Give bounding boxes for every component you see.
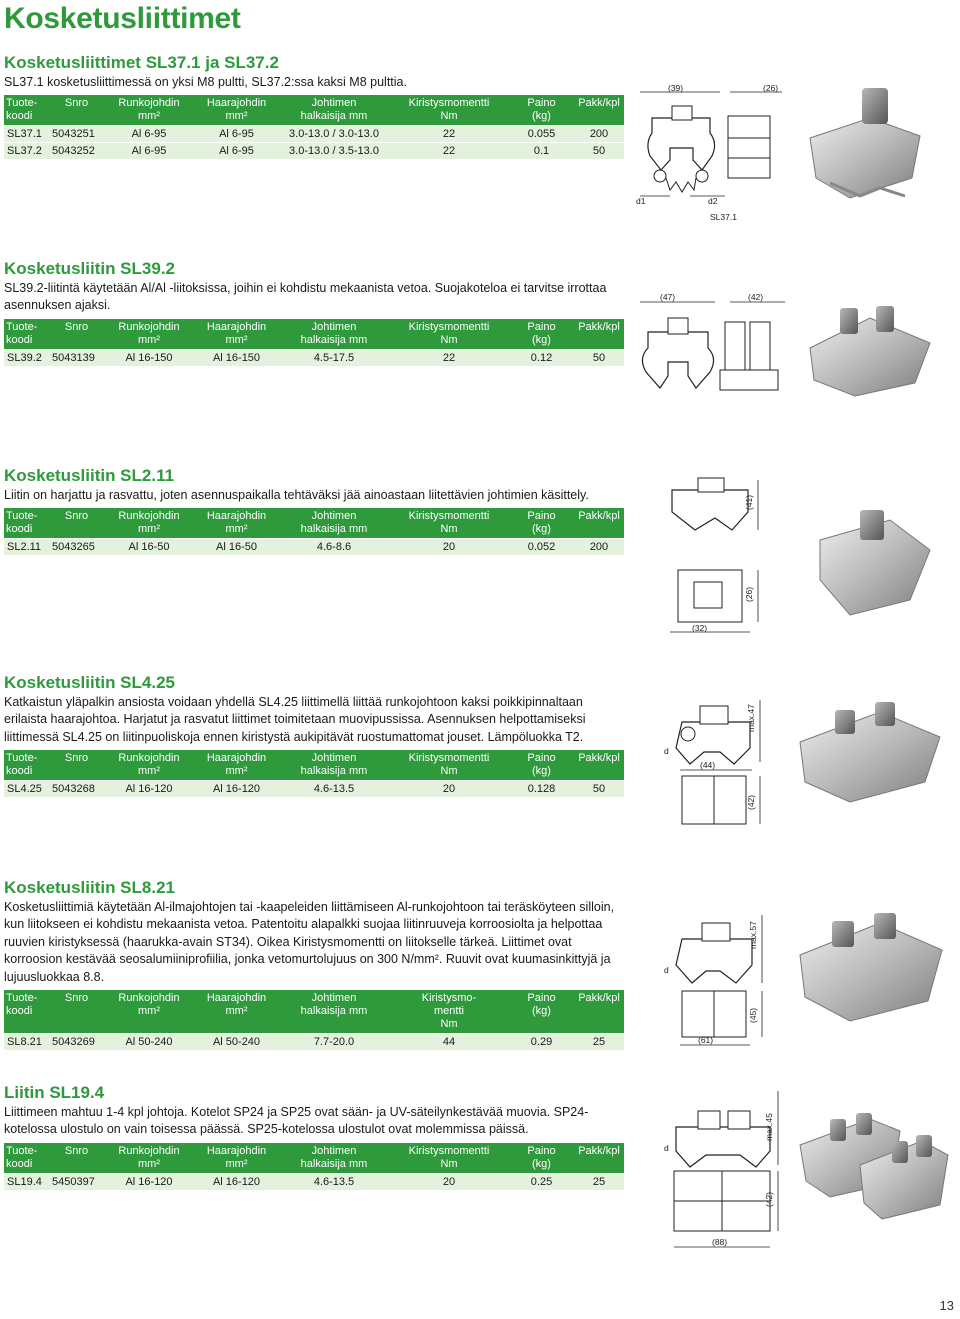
table-header: Kiristysmomentti Nm (389, 319, 509, 350)
table-header: Pakk/kpl (574, 508, 624, 539)
table-cell: 5450397 (49, 1173, 104, 1190)
section-title: Kosketusliitin SL4.25 (4, 673, 175, 692)
table-header: Snro (49, 319, 104, 350)
dim-max45: max.45 (764, 1113, 774, 1141)
table-header: Pakk/kpl (574, 1143, 624, 1174)
table-header: Johtimen halkaisija mm (279, 95, 389, 126)
table-row (4, 126, 624, 143)
table-cell: 200 (574, 126, 624, 143)
dim-d2: d2 (708, 196, 718, 206)
table-cell: 4.6-13.5 (279, 1173, 389, 1190)
table-cell: 200 (574, 539, 624, 556)
table-header: Haarajohdin mm² (194, 319, 279, 350)
table-header: Kiristysmo- mentti Nm (389, 990, 509, 1034)
table-cell: 22 (389, 349, 509, 366)
table-header: Kiristysmomentti Nm (389, 95, 509, 126)
table-cell: 25 (574, 1173, 624, 1190)
table-cell: 0.052 (509, 539, 574, 556)
dim-45: (45) (748, 1007, 758, 1023)
table-header: Paino (kg) (509, 1143, 574, 1174)
section-title: Kosketusliittimet SL37.1 ja SL37.2 (4, 53, 279, 72)
section-title: Kosketusliitin SL39.2 (4, 259, 175, 278)
figure-sl194 (660, 1085, 950, 1255)
dim-d-sl821: d (664, 965, 669, 975)
figure-sl37 (630, 78, 955, 228)
table-cell: 4.6-8.6 (279, 539, 389, 556)
section-description: Liittimeen mahtuu 1-4 kpl johtoja. Kotelot SP24 ja SP25 ovat sään- ja UV-säteilynkestävää muovia. SP24-kotelossa ulostulo on vain toisessa päässä. SP25-kotelossa ulostulot ovat molemmissa päissä. (4, 1105, 589, 1137)
dim-42: (42) (748, 292, 764, 302)
table-cell: 5043251 (49, 126, 104, 143)
figure-sl425 (660, 692, 950, 832)
dim-61: (61) (698, 1035, 714, 1045)
table-cell: SL4.25 (4, 781, 49, 798)
table-header: Johtimen halkaisija mm (279, 750, 389, 781)
section-1 (4, 258, 624, 366)
table-cell: Al 16-120 (104, 781, 194, 798)
table-cell: 5043139 (49, 349, 104, 366)
figure-sl821 (660, 905, 950, 1050)
table-cell: Al 50-240 (104, 1034, 194, 1051)
table-header: Pakk/kpl (574, 750, 624, 781)
table-header: Pakk/kpl (574, 319, 624, 350)
table-cell: SL2.11 (4, 539, 49, 556)
table-cell: 5043268 (49, 781, 104, 798)
dim-42b: (42) (746, 794, 756, 810)
section-2 (4, 465, 624, 555)
spec-table (4, 319, 624, 366)
table-header: Tuote- koodi (4, 1143, 49, 1174)
table-cell: SL37.1 (4, 126, 49, 143)
dim-41: (41) (744, 494, 754, 510)
dim-26b: (26) (744, 586, 754, 602)
table-cell: 44 (389, 1034, 509, 1051)
table-cell: Al 16-50 (104, 539, 194, 556)
table-header: Snro (49, 508, 104, 539)
dim-max57: max.57 (748, 921, 758, 949)
table-header: Kiristysmomentti Nm (389, 750, 509, 781)
dim-39: (39) (668, 83, 684, 93)
table-header: Snro (49, 990, 104, 1034)
table-cell: 0.055 (509, 126, 574, 143)
table-cell: 3.0-13.0 / 3.5-13.0 (279, 143, 389, 160)
table-header: Johtimen halkaisija mm (279, 508, 389, 539)
table-row (4, 781, 624, 798)
table-header: Snro (49, 750, 104, 781)
table-cell: 5043269 (49, 1034, 104, 1051)
table-row (4, 349, 624, 366)
section-description: SL37.1 kosketusliittimessä on yksi M8 pultti, SL37.2:ssa kaksi M8 pulttia. (4, 75, 407, 89)
dim-max47: max.47 (746, 704, 756, 732)
table-cell: 20 (389, 781, 509, 798)
dim-42c: (42) (764, 1191, 774, 1207)
table-cell: 0.12 (509, 349, 574, 366)
section-5 (4, 1082, 624, 1190)
table-header: Kiristysmomentti Nm (389, 508, 509, 539)
section-0 (4, 52, 624, 159)
table-cell: Al 6-95 (104, 143, 194, 160)
section-description: Kosketusliittimiä käytetään Al-ilmajohtojen tai -kaapeleiden liittämiseen Al-runkojohtoon tai teräsköyteen silloin, kun liitokseen ei kohdistu mekaanista vetoa. Patentoitu alapalkki suojaa liitinruuveja korroosiolta ja helpottaa ruuvien kiristyksessä (haarukka-avain ST34). Oikea Kiristysmomentti on liitokselle tärkeä. Liittimet ovat korroosion kestävää seosalumiiniprofiilia, jonka vetomurtolujuus on 300 N/mm². Ruuvit ovat kuumasinkittyjä ja lujuusluokkaa 8.8. (4, 900, 615, 984)
table-header: Kiristysmomentti Nm (389, 1143, 509, 1174)
table-cell: 22 (389, 143, 509, 160)
table-cell: Al 6-95 (194, 126, 279, 143)
table-header: Runkojohdin mm² (104, 990, 194, 1034)
table-header: Runkojohdin mm² (104, 1143, 194, 1174)
table-cell: 5043252 (49, 143, 104, 160)
table-cell: 20 (389, 1173, 509, 1190)
dim-26: (26) (763, 83, 779, 93)
table-cell: Al 6-95 (104, 126, 194, 143)
figure-sl39 (630, 288, 955, 413)
table-cell: 7.7-20.0 (279, 1034, 389, 1051)
section-4 (4, 877, 624, 1050)
table-cell: 0.128 (509, 781, 574, 798)
table-header: Paino (kg) (509, 95, 574, 126)
spec-table (4, 750, 624, 797)
table-cell: Al 6-95 (194, 143, 279, 160)
table-header: Runkojohdin mm² (104, 95, 194, 126)
table-row (4, 539, 624, 556)
section-title: Kosketusliitin SL8.21 (4, 878, 175, 897)
section-title: Liitin SL19.4 (4, 1083, 105, 1102)
dim-d1: d1 (636, 196, 646, 206)
table-header: Tuote- koodi (4, 319, 49, 350)
spec-table (4, 95, 624, 159)
table-header: Johtimen halkaisija mm (279, 1143, 389, 1174)
table-cell: 0.25 (509, 1173, 574, 1190)
dim-d-sl194: d (664, 1143, 669, 1153)
table-header: Tuote- koodi (4, 508, 49, 539)
table-header: Haarajohdin mm² (194, 95, 279, 126)
page-title: Kosketusliittimet (4, 2, 241, 35)
spec-table (4, 508, 624, 555)
table-header: Paino (kg) (509, 319, 574, 350)
table-header: Haarajohdin mm² (194, 990, 279, 1034)
table-cell: 3.0-13.0 / 3.0-13.0 (279, 126, 389, 143)
table-cell: 50 (574, 349, 624, 366)
spec-table (4, 1143, 624, 1190)
table-header: Tuote- koodi (4, 750, 49, 781)
table-header: Paino (kg) (509, 750, 574, 781)
table-row (4, 143, 624, 160)
table-header: Haarajohdin mm² (194, 750, 279, 781)
table-header: Snro (49, 1143, 104, 1174)
section-description: Liitin on harjattu ja rasvattu, joten asennuspaikalla tehtäväksi jää ainoastaan liitettävien johtimien käsittely. (4, 488, 589, 502)
table-cell: Al 16-150 (194, 349, 279, 366)
table-cell: 20 (389, 539, 509, 556)
table-cell: SL8.21 (4, 1034, 49, 1051)
table-cell: 4.6-13.5 (279, 781, 389, 798)
table-cell: Al 16-120 (194, 781, 279, 798)
table-cell: 0.1 (509, 143, 574, 160)
table-cell: 4.5-17.5 (279, 349, 389, 366)
dim-44: (44) (700, 760, 716, 770)
table-header: Pakk/kpl (574, 990, 624, 1034)
table-header: Runkojohdin mm² (104, 750, 194, 781)
table-header: Tuote- koodi (4, 990, 49, 1034)
spec-table (4, 990, 624, 1050)
table-row (4, 1034, 624, 1051)
table-cell: 25 (574, 1034, 624, 1051)
table-cell: Al 16-150 (104, 349, 194, 366)
table-header: Paino (kg) (509, 508, 574, 539)
table-cell: SL37.2 (4, 143, 49, 160)
table-header: Paino (kg) (509, 990, 574, 1034)
table-row (4, 1173, 624, 1190)
table-header: Haarajohdin mm² (194, 1143, 279, 1174)
table-cell: Al 50-240 (194, 1034, 279, 1051)
table-header: Haarajohdin mm² (194, 508, 279, 539)
section-description: SL39.2-liitintä käytetään Al/Al -liitoksissa, joihin ei kohdistu mekaanista vetoa. Suojakoteloa ei tarvitse irrottaa asennuksen ajaksi. (4, 281, 607, 313)
fig-caption-sl371: SL37.1 (710, 212, 737, 222)
table-cell: Al 16-120 (194, 1173, 279, 1190)
table-cell: SL39.2 (4, 349, 49, 366)
table-cell: SL19.4 (4, 1173, 49, 1190)
table-cell: Al 16-50 (194, 539, 279, 556)
table-cell: 5043265 (49, 539, 104, 556)
table-cell: 50 (574, 143, 624, 160)
table-header: Runkojohdin mm² (104, 508, 194, 539)
table-cell: Al 16-120 (104, 1173, 194, 1190)
figure-sl211 (660, 470, 950, 640)
table-cell: 50 (574, 781, 624, 798)
dim-d-sl425: d (664, 746, 669, 756)
section-title: Kosketusliitin SL2.11 (4, 466, 175, 485)
table-header: Johtimen halkaisija mm (279, 990, 389, 1034)
table-header: Tuote- koodi (4, 95, 49, 126)
section-3 (4, 672, 624, 797)
section-description: Katkaistun yläpalkin ansiosta voidaan yhdellä SL4.25 liittimellä liittää runkojohtoon kaksi poikkipinnaltaan erilaista haarajohtoa. Harjatut ja rasvatut liittimet toimitetaan muovipussissa. Asennuksen helpottamiseksi liittimessä SL4.25 on liitinpuoliskoja ennen kiristystä aukipitävät ruostumattomat jouset. Lämpöluokka T2. (4, 695, 586, 744)
table-cell: 0.29 (509, 1034, 574, 1051)
table-header: Johtimen halkaisija mm (279, 319, 389, 350)
dim-88: (88) (712, 1237, 728, 1247)
dim-47: (47) (660, 292, 676, 302)
dim-32: (32) (692, 623, 708, 633)
table-cell: 22 (389, 126, 509, 143)
table-header: Pakk/kpl (574, 95, 624, 126)
page-number: 13 (939, 1298, 954, 1313)
table-header: Runkojohdin mm² (104, 319, 194, 350)
table-header: Snro (49, 95, 104, 126)
